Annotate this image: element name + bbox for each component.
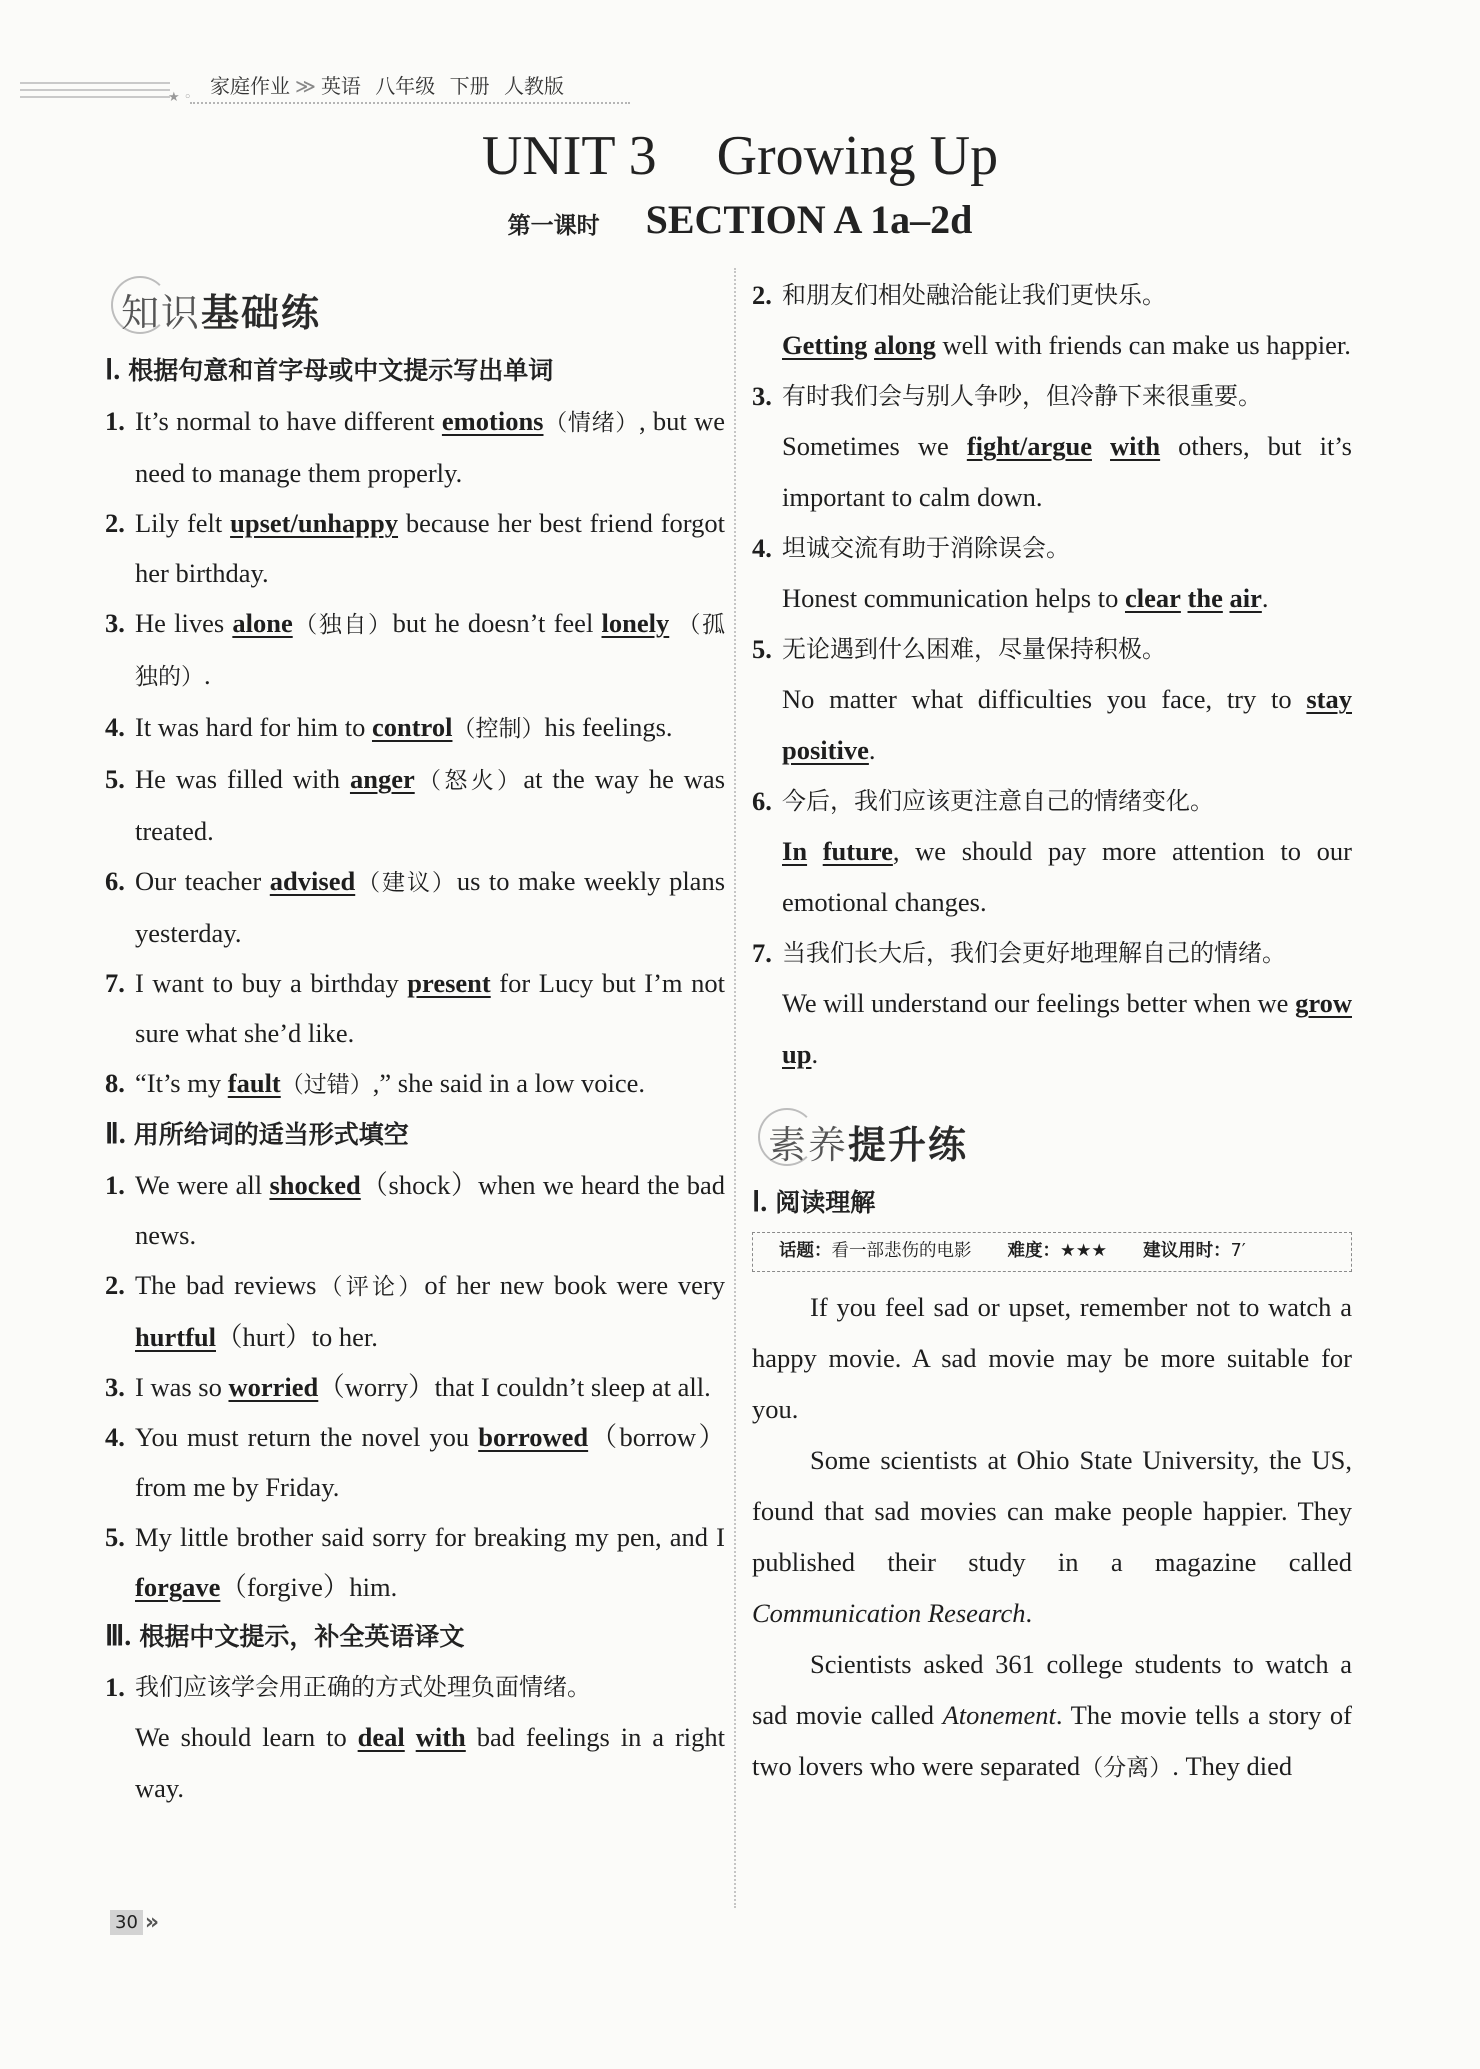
list-item: [105, 1260, 725, 1362]
unit-number: UNIT 3: [481, 125, 657, 187]
answer: Getting: [782, 330, 868, 360]
item-text: Honest communication helps to: [782, 583, 1125, 613]
passage-paragraph: [752, 1435, 1352, 1639]
answer: clear: [1124, 583, 1181, 613]
item-text: Sometimes we: [782, 431, 967, 461]
item-number: 1.: [105, 1672, 125, 1702]
reading-title: [752, 1178, 1352, 1228]
item-text: but he doesn’t feel: [392, 608, 602, 638]
answer: with: [415, 1722, 466, 1752]
item-text: at the way he was treated.: [135, 764, 726, 846]
item-text: My little brother said sorry for breaking my pen, and I: [135, 1522, 725, 1552]
list-item: [105, 1512, 725, 1612]
item-text: to her.: [311, 1322, 378, 1352]
item-text: We should learn to: [135, 1722, 358, 1752]
list-item: [105, 598, 725, 702]
item-chinese: 今后，我们应该更注意自己的情绪变化。: [782, 787, 1214, 815]
answer: along: [874, 330, 936, 360]
item-number: 1.: [105, 406, 125, 436]
item-text: ,” she said in a low voice.: [372, 1068, 646, 1098]
header-edition: 人教版: [504, 74, 565, 98]
item-text: from me by Friday.: [135, 1472, 340, 1502]
item-chinese: 无论遇到什么困难，尽量保持积极。: [782, 635, 1166, 663]
item-text: We will understand our feelings better when we: [782, 988, 1296, 1018]
item-text: bad feelings in a right way.: [135, 1722, 726, 1803]
header-dotted-rule: [190, 102, 630, 104]
part3-title: [105, 1612, 725, 1662]
hint: （hurt）: [216, 1322, 312, 1352]
answer: deal: [357, 1722, 405, 1752]
item-text: when we heard the bad news.: [135, 1170, 726, 1250]
part1-title: [105, 346, 725, 396]
part2-title: [105, 1110, 725, 1160]
page-number: [110, 1910, 159, 1940]
topic-box: [752, 1232, 1352, 1272]
passage-paragraph: If you feel sad or upset, remember not to watch a happy movie. A sad movie may be more suitable for you.: [752, 1292, 1352, 1424]
hint: （情绪）: [543, 410, 639, 436]
topic-label: 话题：: [779, 1241, 832, 1261]
part3-numeral: Ⅲ.: [105, 1621, 132, 1652]
banner-text: [768, 1114, 968, 1169]
column-divider: [734, 268, 736, 1908]
list-item: [105, 1160, 725, 1260]
item-english: [782, 573, 1352, 624]
item-text: Lily felt: [135, 508, 231, 538]
answer: shocked: [269, 1170, 361, 1200]
part3-text: 根据中文提示，补全英语译文: [139, 1622, 465, 1651]
difficulty-label: 难度：: [1007, 1241, 1060, 1261]
item-english: [782, 320, 1352, 371]
passage-paragraph: [752, 1639, 1352, 1794]
right-column: [752, 270, 1352, 1794]
list-item: [105, 1362, 725, 1412]
item-text: The bad reviews: [135, 1270, 317, 1300]
topic-value: 看一部悲伤的电影: [831, 1241, 972, 1261]
item-number: 4.: [105, 712, 125, 742]
item-number: 5.: [105, 1522, 125, 1552]
answer: borrowed: [478, 1422, 589, 1452]
reading-text: 阅读理解: [775, 1188, 876, 1217]
lesson-cn: 第一课时: [507, 213, 600, 239]
item-text: You must return the novel you: [135, 1422, 479, 1452]
item-text: , we should pay more attention to our emotional changes.: [782, 836, 1353, 917]
answer: the: [1187, 583, 1223, 613]
item-number: 5.: [752, 634, 772, 664]
unit-title: [0, 124, 1480, 188]
hint: （控制）: [452, 716, 545, 742]
banner-bold: 提升练: [848, 1123, 969, 1167]
banner-text: [121, 282, 321, 337]
item-text: He lives: [135, 608, 233, 638]
header-term: 下册: [449, 74, 490, 98]
banner-bold: 基础练: [201, 291, 322, 335]
reading-numeral: Ⅰ.: [752, 1187, 768, 1218]
answer: control: [371, 712, 453, 742]
item-number: 3.: [752, 381, 772, 411]
item-chinese: 我们应该学会用正确的方式处理负面情绪。: [135, 1673, 591, 1701]
section-banner-basic: [105, 270, 725, 340]
hint: （forgive）: [220, 1572, 350, 1602]
item-text: , but we need to manage them properly.: [135, 406, 726, 488]
item-number: 2.: [752, 280, 772, 310]
answer: air: [1229, 583, 1262, 613]
list-item: [105, 958, 725, 1058]
header-text: [210, 70, 564, 99]
paragraph-text: .: [1025, 1598, 1033, 1628]
answer: future: [822, 836, 893, 866]
list-item: [752, 523, 1352, 624]
header-book: 家庭作业: [210, 74, 290, 98]
paragraph-text: . They died: [1172, 1751, 1293, 1781]
item-text: us to make weekly plans yesterday.: [135, 866, 726, 948]
item-text: I want to buy a birthday: [135, 968, 408, 998]
item-number: 3.: [105, 1372, 125, 1402]
answer: up: [782, 1039, 812, 1069]
item-text: well with friends can make us happier.: [935, 330, 1351, 360]
list-item: [105, 702, 725, 754]
item-number: 4.: [752, 533, 772, 563]
item-number: 2.: [105, 1270, 125, 1300]
banner-light: 知识: [121, 291, 202, 335]
item-chinese: 当我们长大后，我们会更好地理解自己的情绪。: [782, 939, 1286, 967]
item-chinese: 和朋友们相处融洽能让我们更快乐。: [782, 281, 1166, 309]
item-text: We were all: [135, 1170, 270, 1200]
item-text: others, but it’s important to calm down.: [782, 431, 1352, 512]
item-text: for Lucy but I’m not sure what she’d like.: [135, 968, 725, 1048]
list-item: [105, 856, 725, 958]
section-banner-advanced: [752, 1102, 1352, 1172]
item-english: [135, 1712, 725, 1814]
part2-text: 用所给词的适当形式填空: [133, 1120, 409, 1149]
item-number: 6.: [752, 786, 772, 816]
paragraph-text: Scientists asked 361 college students to watch a sad movie called: [752, 1649, 1352, 1730]
item-number: 5.: [105, 764, 125, 794]
banner-light: 素养: [768, 1123, 849, 1167]
item-text: Our teacher: [135, 866, 270, 896]
answer: upset/unhappy: [230, 508, 399, 538]
item-number: 3.: [105, 608, 125, 638]
difficulty-stars: ★★★: [1060, 1241, 1108, 1261]
page-number-value: 30: [110, 1910, 143, 1935]
answer: fight/argue: [966, 431, 1092, 461]
answer: advised: [269, 866, 356, 896]
item-text: that I couldn’t sleep at all.: [434, 1372, 711, 1402]
time-value: 7′: [1230, 1241, 1246, 1261]
item-number: 4.: [105, 1422, 125, 1452]
item-text: .: [868, 735, 876, 765]
answer: forgave: [135, 1572, 221, 1602]
time-label: 建议用时：: [1143, 1241, 1231, 1261]
item-chinese: 有时我们会与别人争吵，但冷静下来很重要。: [782, 382, 1262, 410]
item-text: It was hard for him to: [135, 712, 372, 742]
hint: （怒火）: [414, 768, 524, 794]
hint: （孤独的）: [135, 612, 726, 690]
list-item: [105, 1662, 725, 1814]
item-number: 1.: [105, 1170, 125, 1200]
hint: （过错）: [280, 1072, 373, 1098]
item-text: “It’s my: [135, 1068, 228, 1098]
list-item: [105, 1058, 725, 1110]
hint: （shock）: [360, 1170, 479, 1200]
answer: alone: [232, 608, 293, 638]
item-number: 7.: [752, 938, 772, 968]
item-number: 8.: [105, 1068, 125, 1098]
list-item: [752, 776, 1352, 928]
part2-numeral: Ⅱ.: [105, 1119, 126, 1150]
header-decoration-lines: [20, 82, 170, 104]
double-chevron-icon: »: [144, 1910, 160, 1935]
chevron-right-icon: ≫: [295, 74, 316, 98]
list-item: [105, 1412, 725, 1512]
hint: （评论）: [316, 1274, 425, 1300]
answer: grow: [1295, 988, 1352, 1018]
unit-name: Growing Up: [716, 125, 999, 187]
item-text: .: [811, 1039, 819, 1069]
answer: positive: [782, 735, 869, 765]
list-item: [752, 371, 1352, 523]
list-item: [105, 498, 725, 598]
header-grade: 八年级: [375, 74, 436, 98]
paragraph-text: Some scientists at Ohio State University, the US, found that sad movies can make people happier. They published their study in a magazine called: [752, 1445, 1352, 1577]
item-text: No matter what difficulties you face, try to: [782, 684, 1307, 714]
item-english: [782, 674, 1352, 776]
left-column: [105, 270, 725, 1814]
answer: present: [407, 968, 491, 998]
list-item: [752, 928, 1352, 1080]
section-title: SECTION A 1a–2d: [645, 197, 973, 242]
answer: lonely: [601, 608, 670, 638]
item-text: .: [1261, 583, 1269, 613]
hint: （worry）: [318, 1372, 435, 1402]
hint: （分离）: [1080, 1755, 1173, 1781]
paragraph-text: . The movie tells a story of two lovers who were separated: [752, 1700, 1352, 1781]
item-chinese: 坦诚交流有助于消除误会。: [782, 534, 1070, 562]
item-number: 2.: [105, 508, 125, 538]
star-icon: ★ ◦: [168, 90, 192, 105]
hint: （建议）: [355, 870, 457, 896]
item-text: of her new book were very: [424, 1270, 726, 1300]
answer: stay: [1306, 684, 1352, 714]
list-item: [752, 270, 1352, 371]
answer: emotions: [441, 406, 544, 436]
magazine-title: Communication Research: [752, 1598, 1026, 1628]
item-text: his feelings.: [544, 712, 673, 742]
item-text: He was filled with: [135, 764, 350, 794]
list-item: [752, 624, 1352, 776]
answer: with: [1110, 431, 1161, 461]
part1-numeral: Ⅰ.: [105, 355, 121, 386]
item-text: him.: [349, 1572, 398, 1602]
answer: worried: [228, 1372, 319, 1402]
list-item: [105, 754, 725, 856]
answer: In: [782, 836, 808, 866]
part1-text: 根据句意和首字母或中文提示写出单词: [128, 356, 554, 385]
item-number: 7.: [105, 968, 125, 998]
item-text: I was so: [135, 1372, 229, 1402]
header-subject: 英语: [320, 74, 361, 98]
answer: fault: [227, 1068, 281, 1098]
item-number: 6.: [105, 866, 125, 896]
lesson-title: [0, 196, 1480, 243]
item-text: .: [204, 660, 211, 690]
item-english: [782, 421, 1352, 523]
hint: （独自）: [292, 612, 393, 638]
item-english: [782, 826, 1352, 928]
item-text: because her best friend forgot her birthday.: [135, 508, 725, 588]
answer: anger: [349, 764, 415, 794]
answer: hurtful: [135, 1322, 216, 1352]
page-header: [20, 70, 640, 110]
movie-title: Atonement: [942, 1700, 1056, 1730]
item-text: It’s normal to have different: [135, 406, 442, 436]
hint: （borrow）: [588, 1422, 725, 1452]
list-item: [105, 396, 725, 498]
item-english: [782, 978, 1352, 1080]
